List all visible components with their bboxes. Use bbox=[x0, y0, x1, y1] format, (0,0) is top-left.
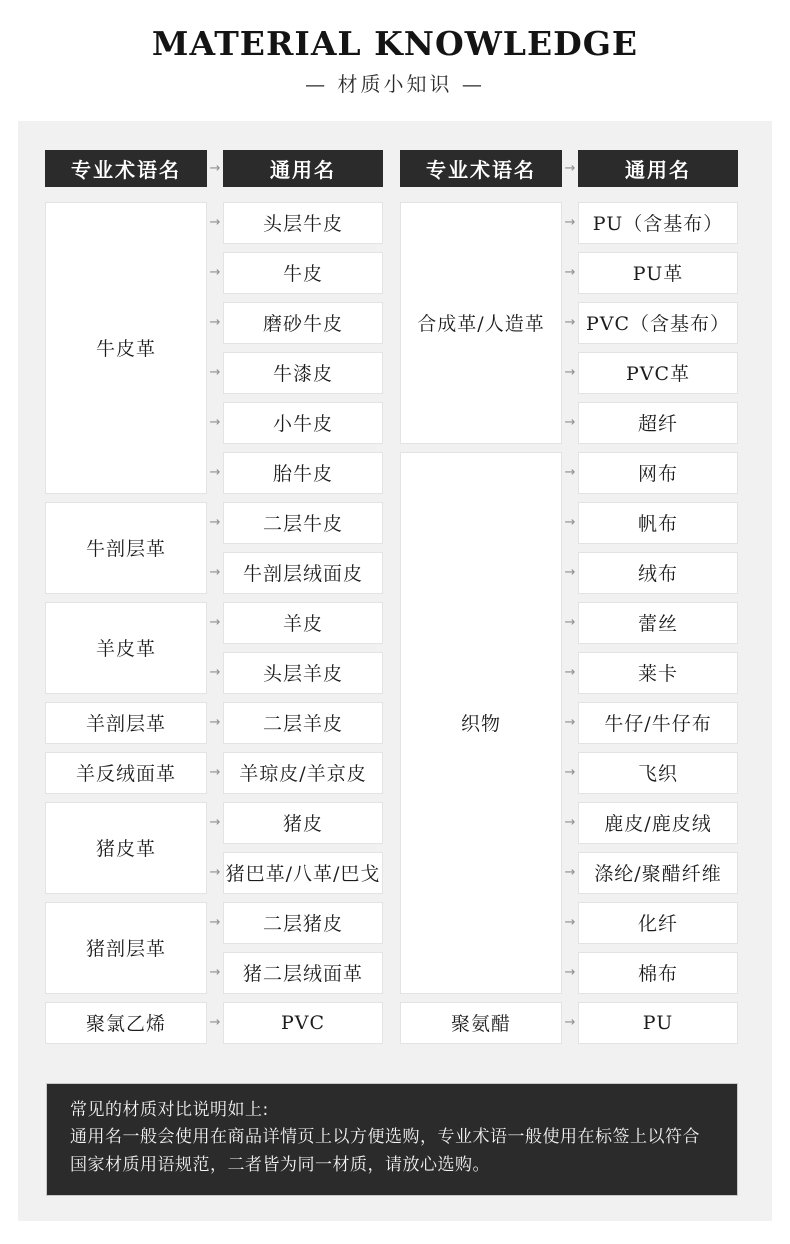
name-cell: 蕾丝 bbox=[578, 602, 738, 644]
name-cell: 猪巴革/八革/巴戈 bbox=[223, 852, 383, 894]
name-cell: 二层猪皮 bbox=[223, 902, 383, 944]
name-cell: 牛剖层绒面皮 bbox=[223, 552, 383, 594]
name-cell: 胎牛皮 bbox=[223, 452, 383, 494]
page-subtitle: — 材质小知识 — bbox=[305, 71, 485, 96]
name-cell: 牛漆皮 bbox=[223, 352, 383, 394]
name-cell: PU革 bbox=[578, 252, 738, 294]
name-cell: 超纤 bbox=[578, 402, 738, 444]
name-cell: PU bbox=[578, 1002, 738, 1044]
arrow-icon: → bbox=[209, 465, 221, 481]
term-cell: 牛皮革 bbox=[45, 202, 207, 494]
arrow-icon: → bbox=[209, 315, 221, 331]
arrow-icon: → bbox=[209, 965, 221, 981]
arrow-icon: → bbox=[209, 565, 221, 581]
term-cell: 羊皮革 bbox=[45, 602, 207, 694]
name-cell: 小牛皮 bbox=[223, 402, 383, 444]
arrow-icon: → bbox=[209, 160, 221, 176]
name-cell: 棉布 bbox=[578, 952, 738, 994]
arrow-icon: → bbox=[209, 265, 221, 281]
arrow-icon: → bbox=[564, 565, 576, 581]
term-cell: 聚氨醋 bbox=[400, 1002, 562, 1044]
arrow-icon: → bbox=[209, 415, 221, 431]
common-name-header: 通用名 bbox=[223, 150, 383, 187]
arrow-icon: → bbox=[564, 865, 576, 881]
arrow-icon: → bbox=[564, 1015, 576, 1031]
arrow-icon: → bbox=[564, 965, 576, 981]
arrow-icon: → bbox=[209, 765, 221, 781]
arrow-icon: → bbox=[209, 915, 221, 931]
term-cell: 聚氯乙烯 bbox=[45, 1002, 207, 1044]
page-title: MATERIAL KNOWLEDGE bbox=[151, 24, 639, 63]
name-cell: 二层牛皮 bbox=[223, 502, 383, 544]
term-cell: 猪皮革 bbox=[45, 802, 207, 894]
arrow-icon: → bbox=[564, 415, 576, 431]
arrow-icon: → bbox=[209, 615, 221, 631]
column-pair-2 bbox=[400, 150, 738, 1044]
name-cell: 鹿皮/鹿皮绒 bbox=[578, 802, 738, 844]
name-cell: 羊琼皮/羊京皮 bbox=[223, 752, 383, 794]
name-cell: 磨砂牛皮 bbox=[223, 302, 383, 344]
name-cell: 牛仔/牛仔布 bbox=[578, 702, 738, 744]
column-pair-1 bbox=[45, 150, 383, 1044]
arrow-icon: → bbox=[564, 915, 576, 931]
name-cell: 牛皮 bbox=[223, 252, 383, 294]
name-cell: 猪二层绒面革 bbox=[223, 952, 383, 994]
name-cell: 绒布 bbox=[578, 552, 738, 594]
term-cell: 织物 bbox=[400, 452, 562, 994]
arrow-icon: → bbox=[209, 665, 221, 681]
footer-body: 通用名一般会使用在商品详情页上以方便选购，专业术语一般使用在标签上以符合国家材质用语规范，二者皆为同一材质，请放心选购。 bbox=[70, 1127, 700, 1175]
name-cell: PVC（含基布） bbox=[578, 302, 738, 344]
arrow-icon: → bbox=[564, 765, 576, 781]
arrow-icon: → bbox=[564, 265, 576, 281]
name-cell: 猪皮 bbox=[223, 802, 383, 844]
name-cell: PU（含基布） bbox=[578, 202, 738, 244]
arrow-icon: → bbox=[209, 815, 221, 831]
name-cell: 飞织 bbox=[578, 752, 738, 794]
name-cell: 涤纶/聚醋纤维 bbox=[578, 852, 738, 894]
name-cell: PVC bbox=[223, 1002, 383, 1044]
footer-heading: 常见的材质对比说明如上: bbox=[70, 1099, 269, 1120]
arrow-icon: → bbox=[564, 215, 576, 231]
term-cell: 牛剖层革 bbox=[45, 502, 207, 594]
name-cell: 帆布 bbox=[578, 502, 738, 544]
name-cell: 二层羊皮 bbox=[223, 702, 383, 744]
arrow-icon: → bbox=[209, 515, 221, 531]
name-cell: PVC革 bbox=[578, 352, 738, 394]
pro-term-header: 专业术语名 bbox=[45, 150, 207, 187]
arrow-icon: → bbox=[564, 815, 576, 831]
arrow-icon: → bbox=[564, 160, 576, 176]
term-cell: 羊反绒面革 bbox=[45, 752, 207, 794]
arrow-icon: → bbox=[564, 465, 576, 481]
arrow-icon: → bbox=[209, 365, 221, 381]
content-panel bbox=[18, 121, 772, 1221]
name-cell: 羊皮 bbox=[223, 602, 383, 644]
name-cell: 头层羊皮 bbox=[223, 652, 383, 694]
arrow-icon: → bbox=[209, 1015, 221, 1031]
pair-grid bbox=[45, 202, 383, 1044]
arrow-icon: → bbox=[564, 665, 576, 681]
pair-grid bbox=[400, 202, 738, 1044]
arrow-icon: → bbox=[209, 865, 221, 881]
arrow-icon: → bbox=[564, 715, 576, 731]
arrow-icon: → bbox=[564, 515, 576, 531]
arrow-icon: → bbox=[564, 315, 576, 331]
mapping-table bbox=[45, 150, 745, 1044]
arrow-icon: → bbox=[564, 365, 576, 381]
name-cell: 网布 bbox=[578, 452, 738, 494]
pair-header bbox=[45, 150, 383, 187]
name-cell: 头层牛皮 bbox=[223, 202, 383, 244]
term-cell: 合成革/人造革 bbox=[400, 202, 562, 444]
term-cell: 猪剖层革 bbox=[45, 902, 207, 994]
name-cell: 莱卡 bbox=[578, 652, 738, 694]
pair-header bbox=[400, 150, 738, 187]
arrow-icon: → bbox=[564, 615, 576, 631]
footer-note bbox=[46, 1083, 738, 1196]
arrow-icon: → bbox=[209, 215, 221, 231]
term-cell: 羊剖层革 bbox=[45, 702, 207, 744]
common-name-header: 通用名 bbox=[578, 150, 738, 187]
name-cell: 化纤 bbox=[578, 902, 738, 944]
arrow-icon: → bbox=[209, 715, 221, 731]
pro-term-header: 专业术语名 bbox=[400, 150, 562, 187]
